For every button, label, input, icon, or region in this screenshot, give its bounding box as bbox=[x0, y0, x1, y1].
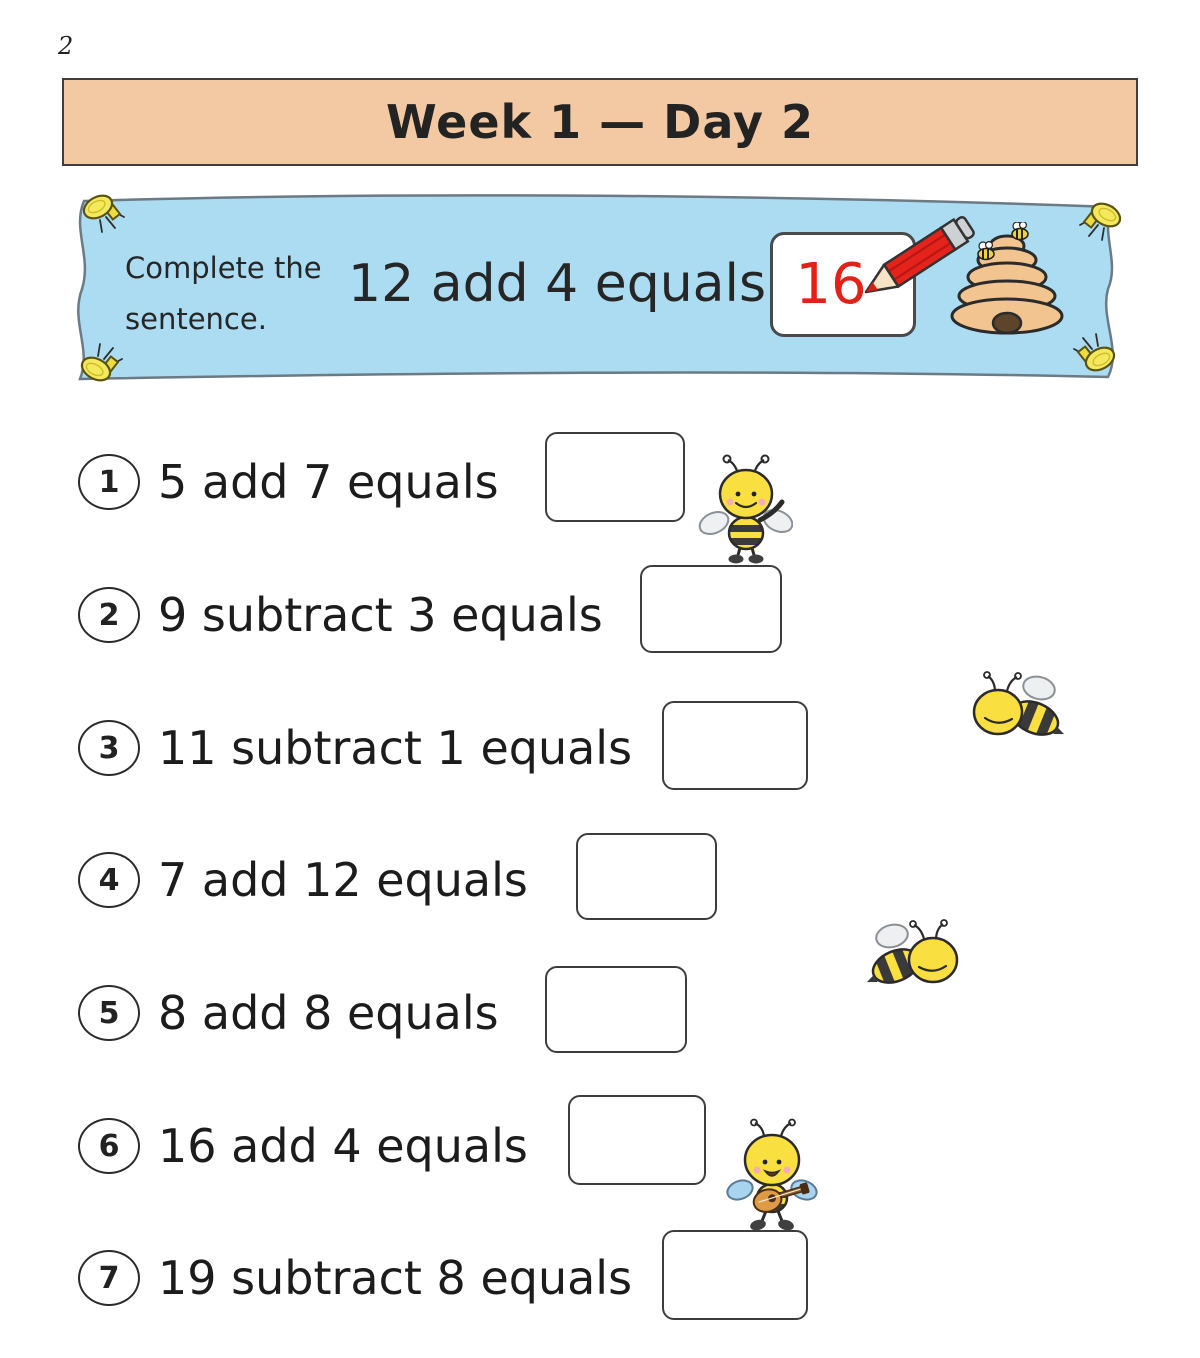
instruction-text: Complete the sentence. bbox=[125, 251, 322, 336]
answer-box[interactable] bbox=[662, 701, 808, 790]
example-sentence: 12 add 4 equals bbox=[348, 254, 767, 314]
question-number: 1 bbox=[78, 454, 140, 510]
question-number: 7 bbox=[78, 1250, 140, 1306]
bee-guitar-icon bbox=[726, 1118, 818, 1238]
tiny-bee-icon bbox=[1012, 222, 1028, 240]
header-banner bbox=[62, 78, 1138, 166]
page-number: 2 bbox=[58, 32, 74, 60]
question-number: 4 bbox=[78, 852, 140, 908]
answer-box[interactable] bbox=[640, 565, 782, 653]
question-text: 7 add 12 equals bbox=[158, 853, 528, 907]
answer-box[interactable] bbox=[662, 1230, 808, 1320]
question-number: 2 bbox=[78, 587, 140, 643]
question-text: 5 add 7 equals bbox=[158, 455, 499, 509]
answer-box[interactable] bbox=[576, 833, 717, 920]
question-number: 5 bbox=[78, 985, 140, 1041]
answer-box[interactable] bbox=[545, 432, 685, 522]
bee-flying-left-icon bbox=[965, 670, 1073, 745]
bee-flying-right-icon bbox=[858, 918, 966, 993]
beehive-icon bbox=[946, 222, 1068, 350]
question-text: 9 subtract 3 equals bbox=[158, 588, 603, 642]
question-text: 19 subtract 8 equals bbox=[158, 1251, 633, 1305]
page-title: Week 1 — Day 2 bbox=[386, 95, 814, 149]
answer-box[interactable] bbox=[545, 966, 687, 1053]
bee-standing-icon bbox=[698, 452, 793, 566]
question-text: 11 subtract 1 equals bbox=[158, 721, 633, 775]
question-number: 6 bbox=[78, 1118, 140, 1174]
tiny-bee-icon bbox=[978, 242, 994, 260]
question-number: 3 bbox=[78, 720, 140, 776]
answer-box[interactable] bbox=[568, 1095, 706, 1185]
example-answer-value: 16 bbox=[795, 252, 867, 317]
question-text: 8 add 8 equals bbox=[158, 986, 499, 1040]
question-text: 16 add 4 equals bbox=[158, 1119, 528, 1173]
